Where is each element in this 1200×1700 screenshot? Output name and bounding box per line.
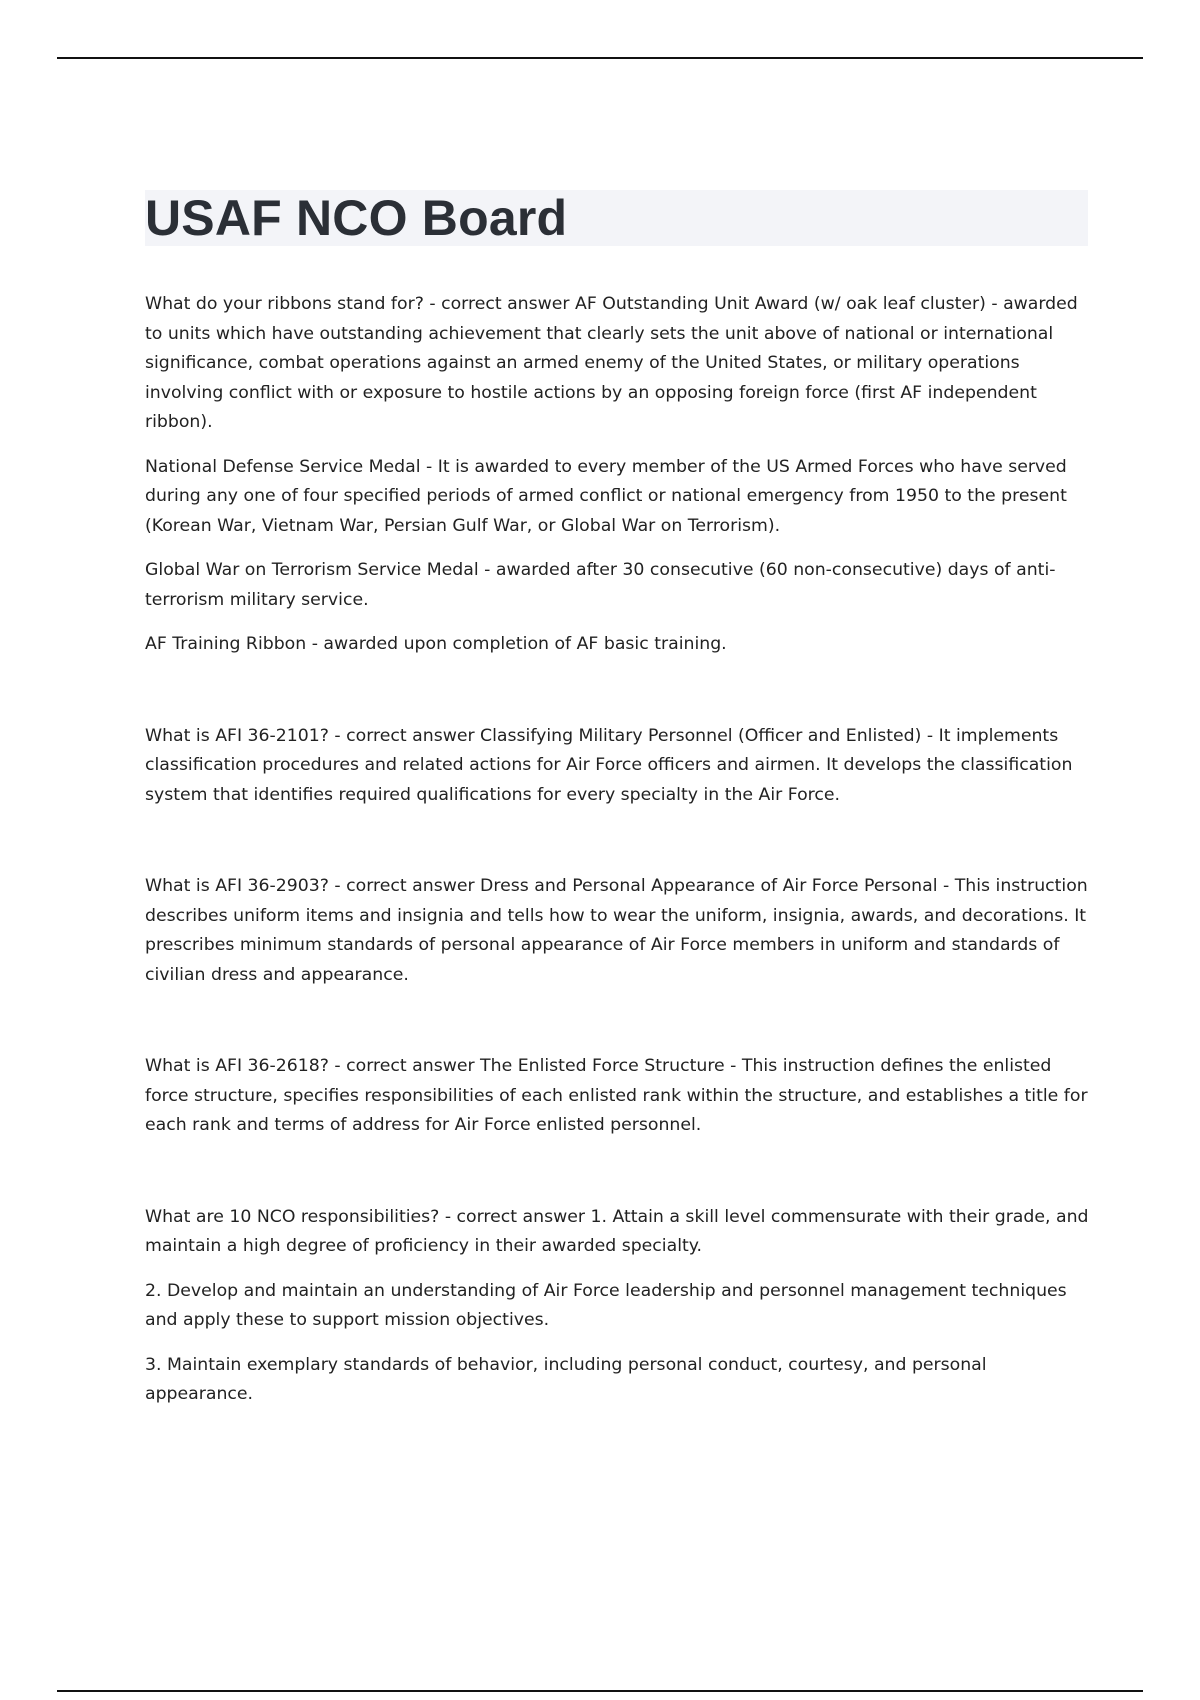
top-rule: [57, 57, 1143, 59]
qa-paragraph: 2. Develop and maintain an understanding of Air Force leadership and personnel management techniques and apply these to support mission objectives.: [145, 1280, 1067, 1330]
qa-paragraph: What do your ribbons stand for? - correct answer AF Outstanding Unit Award (w/ oak leaf cluster) - awarded to units which have outstanding achievement that clearly sets the unit above of national or international significance, combat operations against an armed enemy of the United States, or military operations involving conflict with or exposure to hostile actions by an opposing foreign force (first AF independent ribbon).: [145, 294, 1078, 432]
qa-paragraph: AF Training Ribbon - awarded upon completion of AF basic training.: [145, 634, 727, 654]
page-title: USAF NCO Board: [145, 190, 568, 246]
title-bar: [145, 190, 1088, 246]
qa-paragraph: 3. Maintain exemplary standards of behavior, including personal conduct, courtesy, and personal appearance.: [145, 1354, 987, 1404]
qa-paragraph: National Defense Service Medal - It is awarded to every member of the US Armed Forces who have served during any one of four specified periods of armed conflict or national emergency from 1950 to the present (Korean War, Vietnam War, Persian Gulf War, or Global War on Terrorism).: [145, 456, 1067, 536]
document-body: [145, 290, 1090, 1425]
qa-paragraph: What are 10 NCO responsibilities? - correct answer 1. Attain a skill level commensurate with their grade, and maintain a high degree of proficiency in their awarded specialty.: [145, 1206, 1089, 1256]
qa-block-afi-36-2101: [145, 722, 1090, 811]
qa-block-ribbons: [145, 290, 1090, 660]
qa-block-afi-36-2618: [145, 1052, 1090, 1141]
qa-block-afi-36-2903: [145, 872, 1090, 990]
qa-block-nco-responsibilities: [145, 1203, 1090, 1410]
bottom-rule: [57, 1690, 1143, 1692]
qa-paragraph: What is AFI 36-2618? - correct answer The Enlisted Force Structure - This instruction defines the enlisted force structure, specifies responsibilities of each enlisted rank within the structure, and establishes a title for each rank and terms of address for Air Force enlisted personnel.: [145, 1056, 1088, 1135]
qa-paragraph: What is AFI 36-2101? - correct answer Classifying Military Personnel (Officer and Enlisted) - It implements classification procedures and related actions for Air Force officers and airmen. It develops the classification system that identifies required qualifications for every specialty in the Air Force.: [145, 725, 1073, 805]
qa-paragraph: What is AFI 36-2903? - correct answer Dress and Personal Appearance of Air Force Personal - This instruction describes uniform items and insignia and tells how to wear the uniform, insignia, awards, and decorations. It prescribes minimum standards of personal appearance of Air Force members in uniform and standards of civilian dress and appearance.: [145, 876, 1088, 985]
qa-paragraph: Global War on Terrorism Service Medal - awarded after 30 consecutive (60 non-consecutive) days of anti-terrorism military service.: [145, 560, 1056, 610]
